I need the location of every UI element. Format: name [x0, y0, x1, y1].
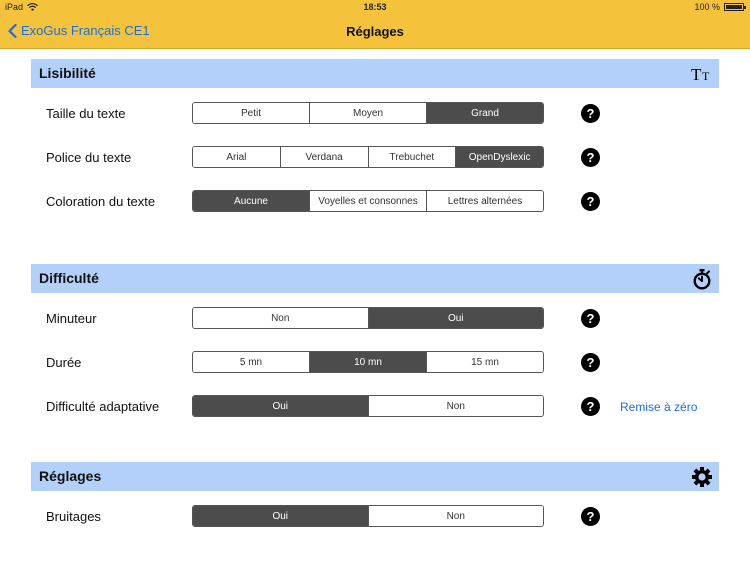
option-non[interactable]: Non: [368, 506, 544, 526]
label-minuteur: Minuteur: [46, 311, 97, 326]
status-bar: [0, 0, 750, 14]
option-trebuchet[interactable]: Trebuchet: [368, 147, 456, 167]
option-oui[interactable]: Oui: [368, 308, 544, 328]
help-button-duree[interactable]: ?: [581, 353, 600, 372]
help-button-police[interactable]: ?: [581, 148, 600, 167]
back-label: ExoGus Français CE1: [21, 23, 150, 38]
status-time: 18:53: [363, 2, 387, 12]
section-title: Lisibilité: [39, 65, 96, 81]
svg-text:T: T: [691, 65, 702, 84]
gear-icon: [691, 466, 713, 488]
section-title: Réglages: [39, 468, 102, 484]
section-header-difficulte: [31, 264, 719, 293]
option-oui[interactable]: Oui: [193, 396, 368, 416]
segmented-coloration-du-texte: [192, 190, 544, 212]
battery-percent: 100 %: [694, 2, 720, 12]
battery-icon: [724, 3, 744, 11]
option-lettres-alternees[interactable]: Lettres alternées: [426, 191, 543, 211]
help-button-coloration[interactable]: ?: [581, 192, 600, 211]
reset-link[interactable]: Remise à zéro: [620, 400, 698, 414]
page-title: Réglages: [346, 24, 404, 39]
segmented-bruitages: [192, 505, 544, 527]
section-header-lisibilite: [31, 59, 719, 88]
device-name: iPad: [5, 2, 24, 12]
option-verdana[interactable]: Verdana: [280, 147, 368, 167]
option-grand[interactable]: Grand: [426, 103, 543, 123]
option-5-mn[interactable]: 5 mn: [193, 352, 309, 372]
navigation-bar: [0, 14, 750, 49]
status-right: [694, 2, 744, 12]
label-difficulte-adaptative: Difficulté adaptative: [46, 399, 160, 414]
option-10-mn[interactable]: 10 mn: [309, 352, 426, 372]
help-button-adaptative[interactable]: ?: [581, 397, 600, 416]
section-title: Difficulté: [39, 270, 99, 286]
segmented-police-du-texte: [192, 146, 544, 168]
option-aucune[interactable]: Aucune: [193, 191, 309, 211]
option-15-mn[interactable]: 15 mn: [426, 352, 543, 372]
help-button-bruitages[interactable]: ?: [581, 507, 600, 526]
option-moyen[interactable]: Moyen: [309, 103, 426, 123]
option-oui[interactable]: Oui: [193, 506, 368, 526]
label-duree: Durée: [46, 355, 82, 370]
label-police-du-texte: Police du texte: [46, 150, 132, 165]
segmented-minuteur: [192, 307, 544, 329]
option-petit[interactable]: Petit: [193, 103, 309, 123]
option-opendyslexic[interactable]: OpenDyslexic: [455, 147, 543, 167]
help-button-minuteur[interactable]: ?: [581, 309, 600, 328]
help-button-taille[interactable]: ?: [581, 104, 600, 123]
option-arial[interactable]: Arial: [193, 147, 280, 167]
section-header-reglages: [31, 462, 719, 491]
option-voyelles-et-consonnes[interactable]: Voyelles et consonnes: [309, 191, 426, 211]
label-coloration-du-texte: Coloration du texte: [46, 194, 156, 209]
option-non[interactable]: Non: [368, 396, 544, 416]
segmented-difficulte-adaptative: [192, 395, 544, 417]
label-taille-du-texte: Taille du texte: [46, 106, 126, 121]
stopwatch-icon: [691, 268, 713, 290]
text-size-icon: [691, 63, 713, 85]
segmented-duree: [192, 351, 544, 373]
label-bruitages: Bruitages: [46, 509, 101, 524]
svg-text:T: T: [702, 69, 710, 83]
segmented-taille-du-texte: [192, 102, 544, 124]
option-non[interactable]: Non: [193, 308, 368, 328]
